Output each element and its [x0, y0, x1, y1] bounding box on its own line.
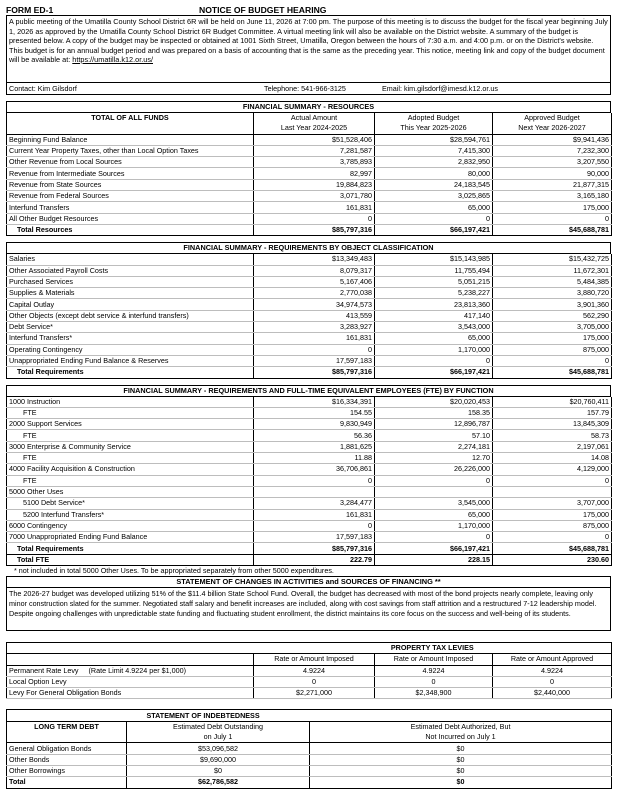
- cell-value: 4.9224: [375, 665, 493, 676]
- cell-value: 36,706,861: [254, 464, 375, 475]
- cell-value: 0: [375, 475, 493, 486]
- row-label: Current Year Property Taxes, other than Local Option Taxes: [7, 145, 254, 156]
- cell-value: 4,129,000: [493, 464, 612, 475]
- col-header: Actual Amount: [254, 113, 375, 123]
- row-label: 5200 Interfund Transfers*: [7, 509, 254, 520]
- cell-value: $15,432,725: [493, 254, 612, 265]
- col-header: Estimated Debt Authorized, But: [310, 721, 612, 732]
- resources-table: [6, 113, 612, 236]
- object-table: [6, 254, 612, 378]
- cell-value: 0: [254, 676, 375, 687]
- cell-value: 3,705,000: [493, 322, 612, 333]
- cell-value: 5,167,406: [254, 276, 375, 287]
- debt-title: STATEMENT OF INDEBTEDNESS: [127, 710, 612, 721]
- row-label: Debt Service*: [7, 322, 254, 333]
- cell-value: 161,831: [254, 333, 375, 344]
- cell-value: 0: [493, 355, 612, 366]
- notice-url[interactable]: https://umatilla.k12.or.us/: [72, 55, 153, 64]
- cell-value: 65,000: [375, 333, 493, 344]
- cell-value: 17,597,183: [254, 355, 375, 366]
- cell-value: 1,881,625: [254, 441, 375, 452]
- cell-value: 0: [254, 520, 375, 531]
- row-label: Local Option Levy: [7, 676, 254, 687]
- cell-value: $2,271,000: [254, 688, 375, 699]
- table-row: [7, 486, 612, 497]
- cell-value: 161,831: [254, 202, 375, 213]
- table-row: [7, 299, 612, 310]
- table-row: [7, 191, 612, 202]
- table-row: [7, 688, 612, 699]
- cell-value: $2,348,900: [375, 688, 493, 699]
- cell-value: $53,096,582: [127, 743, 310, 754]
- cell-value: 3,901,360: [493, 299, 612, 310]
- row-label: Other Objects (except debt service & interfund transfers): [7, 310, 254, 321]
- row-label: 5100 Debt Service*: [7, 498, 254, 509]
- cell-value: [375, 486, 493, 497]
- row-label: 6000 Contingency: [7, 520, 254, 531]
- cell-value: 3,880,720: [493, 288, 612, 299]
- cell-value: 4.9224: [493, 665, 612, 676]
- cell-value: 0: [375, 213, 493, 224]
- debt-table: [6, 709, 612, 788]
- cell-value: 0: [493, 532, 612, 543]
- cell-value: $9,941,436: [493, 134, 612, 145]
- table-row: [7, 276, 612, 287]
- cell-value: 1,170,000: [375, 344, 493, 355]
- row-label: 3000 Enterprise & Community Service: [7, 441, 254, 452]
- cell-value: 0: [254, 344, 375, 355]
- form-id: FORM ED-1: [6, 5, 54, 15]
- cell-value: $16,334,391: [254, 397, 375, 408]
- row-label: Unappropriated Ending Fund Balance & Reserves: [7, 355, 254, 366]
- cell-value: 9,830,949: [254, 419, 375, 430]
- cell-value: 875,000: [493, 520, 612, 531]
- table-row: [7, 168, 612, 179]
- table-row: [7, 665, 612, 676]
- cell-value: 65,000: [375, 202, 493, 213]
- cell-value: 17,597,183: [254, 532, 375, 543]
- cell-value: 413,559: [254, 310, 375, 321]
- col-header: on July 1: [127, 732, 310, 743]
- table-row: [7, 765, 612, 776]
- contact-phone: Telephone: 541-966-3125: [264, 84, 346, 93]
- row-label: FTE: [7, 475, 254, 486]
- cell-value: 34,974,573: [254, 299, 375, 310]
- col-header: Not Incurred on July 1: [310, 732, 612, 743]
- cell-value: $13,349,483: [254, 254, 375, 265]
- row-label: FTE: [7, 407, 254, 418]
- row-label: Salaries: [7, 254, 254, 265]
- tax-table: [6, 642, 612, 699]
- cell-value: 3,165,180: [493, 191, 612, 202]
- cell-value: 5,051,215: [375, 276, 493, 287]
- col-header: Next Year 2026-2027: [493, 123, 612, 134]
- cell-value: 11,755,494: [375, 265, 493, 276]
- cell-value: 23,813,360: [375, 299, 493, 310]
- cell-value: 0: [375, 532, 493, 543]
- cell-value: 80,000: [375, 168, 493, 179]
- col-header: Adopted Budget: [375, 113, 493, 123]
- table-row: [7, 213, 612, 224]
- row-label: 1000 Instruction: [7, 397, 254, 408]
- table-row: [7, 202, 612, 213]
- resources-label-header: TOTAL OF ALL FUNDS: [7, 113, 254, 123]
- cell-value: [493, 486, 612, 497]
- table-row: [7, 676, 612, 687]
- table-row: [7, 464, 612, 475]
- cell-value: 3,707,000: [493, 498, 612, 509]
- cell-value: $9,690,000: [127, 754, 310, 765]
- cell-value: 56.36: [254, 430, 375, 441]
- cell-value: 175,000: [493, 333, 612, 344]
- row-label: Permanent Rate Levy (Rate Limit 4.9224 per $1,000): [7, 665, 254, 676]
- cell-value: 13,845,309: [493, 419, 612, 430]
- row-label: Revenue from State Sources: [7, 179, 254, 190]
- cell-value: 26,226,000: [375, 464, 493, 475]
- cell-value: 2,274,181: [375, 441, 493, 452]
- cell-value: 161,831: [254, 509, 375, 520]
- function-total-row: Total Requirements $85,797,316 $66,197,421 $45,688,781: [7, 543, 612, 554]
- row-label: 2000 Support Services: [7, 419, 254, 430]
- cell-value: 0: [493, 475, 612, 486]
- cell-value: 2,832,950: [375, 157, 493, 168]
- table-row: [7, 134, 612, 145]
- table-row: [7, 754, 612, 765]
- table-row: [7, 520, 612, 531]
- cell-value: 3,543,000: [375, 322, 493, 333]
- col-header: Approved Budget: [493, 113, 612, 123]
- cell-value: 0: [375, 676, 493, 687]
- table-row: [7, 743, 612, 754]
- contact-row: [6, 83, 611, 95]
- row-label: FTE: [7, 430, 254, 441]
- cell-value: 3,025,865: [375, 191, 493, 202]
- function-table: [6, 397, 612, 566]
- function-fte-total-row: Total FTE 222.79 228.15 230.60: [7, 554, 612, 565]
- row-label: All Other Budget Resources: [7, 213, 254, 224]
- table-row: [7, 532, 612, 543]
- cell-value: 1,170,000: [375, 520, 493, 531]
- cell-value: $2,440,000: [493, 688, 612, 699]
- function-title: FINANCIAL SUMMARY - REQUIREMENTS AND FULL-TIME EQUIVALENT EMPLOYEES (FTE) BY FUNCTION: [6, 385, 611, 397]
- row-label: Other Borrowings: [7, 765, 127, 776]
- cell-value: 417,140: [375, 310, 493, 321]
- cell-value: 21,877,315: [493, 179, 612, 190]
- cell-value: 3,071,780: [254, 191, 375, 202]
- changes-text: The 2026-27 budget was developed utilizing 51% of the $11.4 billion State School Fund. Overall, the budget has decreased with most of the bond projects nearly complete, leaving only minor construction slated for the summer. Negotiated staff salary and benefit increases are included, along with cost savings from staff attrition and a restructured 7-12 leadership model. Despite ongoing challenges with unpredictable state funding and fluctuating student enrollment, the district maintains its core focus on the success and well-being of its students.: [6, 588, 611, 631]
- debt-total-row: Total $62,786,582 $0: [7, 777, 612, 788]
- table-row: [7, 310, 612, 321]
- cell-value: $0: [310, 754, 612, 765]
- col-header: Rate or Amount Approved: [493, 654, 612, 665]
- table-row: [7, 407, 612, 418]
- cell-value: $15,143,985: [375, 254, 493, 265]
- row-label: Levy For General Obligation Bonds: [7, 688, 254, 699]
- table-row: [7, 157, 612, 168]
- col-header: Last Year 2024-2025: [254, 123, 375, 134]
- cell-value: $28,594,761: [375, 134, 493, 145]
- cell-value: 3,545,000: [375, 498, 493, 509]
- cell-value: 58.73: [493, 430, 612, 441]
- row-label: General Obligation Bonds: [7, 743, 127, 754]
- row-label: Other Associated Payroll Costs: [7, 265, 254, 276]
- cell-value: 158.35: [375, 407, 493, 418]
- cell-value: 5,484,385: [493, 276, 612, 287]
- col-header: This Year 2025-2026: [375, 123, 493, 134]
- cell-value: 7,415,300: [375, 145, 493, 156]
- hearing-notice: [6, 15, 611, 83]
- cell-value: 82,997: [254, 168, 375, 179]
- row-label: Revenue from Intermediate Sources: [7, 168, 254, 179]
- row-label: Other Revenue from Local Sources: [7, 157, 254, 168]
- cell-value: 24,183,545: [375, 179, 493, 190]
- row-label: Capital Outlay: [7, 299, 254, 310]
- table-row: [7, 145, 612, 156]
- table-row: [7, 430, 612, 441]
- table-row: [7, 498, 612, 509]
- row-label: Operating Contingency: [7, 344, 254, 355]
- cell-value: 8,079,317: [254, 265, 375, 276]
- table-row: [7, 397, 612, 408]
- cell-value: 11.88: [254, 453, 375, 464]
- cell-value: $51,528,406: [254, 134, 375, 145]
- cell-value: 19,884,823: [254, 179, 375, 190]
- cell-value: 0: [254, 213, 375, 224]
- table-row: [7, 509, 612, 520]
- cell-value: 2,770,038: [254, 288, 375, 299]
- contact-email: Email: kim.gilsdorf@imesd.k12.or.us: [382, 84, 498, 93]
- cell-value: 12,896,787: [375, 419, 493, 430]
- budget-notice-form: [6, 0, 611, 789]
- footnote: * not included in total 5000 Other Uses. To be appropriated separately from other 5000 expenditures.: [14, 565, 334, 575]
- cell-value: [254, 486, 375, 497]
- cell-value: 3,207,550: [493, 157, 612, 168]
- debt-label-header: LONG TERM DEBT: [7, 721, 127, 732]
- cell-value: 7,281,587: [254, 145, 375, 156]
- table-row: [7, 419, 612, 430]
- cell-value: 3,283,927: [254, 322, 375, 333]
- cell-value: $0: [310, 743, 612, 754]
- cell-value: 65,000: [375, 509, 493, 520]
- table-row: [7, 179, 612, 190]
- table-row: [7, 333, 612, 344]
- changes-title: STATEMENT OF CHANGES IN ACTIVITIES and SOURCES OF FINANCING **: [6, 576, 611, 588]
- cell-value: 0: [493, 676, 612, 687]
- row-label: FTE: [7, 453, 254, 464]
- cell-value: 2,197,061: [493, 441, 612, 452]
- cell-value: 3,785,893: [254, 157, 375, 168]
- cell-value: 12.70: [375, 453, 493, 464]
- resources-title: FINANCIAL SUMMARY - RESOURCES: [6, 101, 611, 113]
- row-label: Purchased Services: [7, 276, 254, 287]
- row-sublabel: (Rate Limit 4.9224 per $1,000): [88, 665, 187, 675]
- cell-value: 0: [375, 355, 493, 366]
- tax-title: PROPERTY TAX LEVIES: [254, 642, 612, 653]
- table-row: [7, 453, 612, 464]
- cell-value: 175,000: [493, 509, 612, 520]
- row-label: Supplies & Materials: [7, 288, 254, 299]
- cell-value: 0: [254, 475, 375, 486]
- cell-value: 11,672,301: [493, 265, 612, 276]
- table-row: [7, 265, 612, 276]
- cell-value: $0: [310, 765, 612, 776]
- form-header: [6, 3, 611, 15]
- cell-value: 3,284,477: [254, 498, 375, 509]
- cell-value: $20,020,453: [375, 397, 493, 408]
- col-header: Rate or Amount Imposed: [375, 654, 493, 665]
- cell-value: 154.55: [254, 407, 375, 418]
- form-title: NOTICE OF BUDGET HEARING: [199, 5, 327, 15]
- cell-value: 7,232,300: [493, 145, 612, 156]
- col-header: Rate or Amount Imposed: [254, 654, 375, 665]
- cell-value: 57.10: [375, 430, 493, 441]
- row-label: Revenue from Federal Sources: [7, 191, 254, 202]
- table-row: [7, 355, 612, 366]
- cell-value: 14.08: [493, 453, 612, 464]
- table-row: [7, 344, 612, 355]
- object-total-row: Total Requirements $85,797,316 $66,197,421 $45,688,781: [7, 367, 612, 378]
- row-label: 4000 Facility Acquisition & Construction: [7, 464, 254, 475]
- row-label: 5000 Other Uses: [7, 486, 254, 497]
- table-row: [7, 322, 612, 333]
- cell-value: 875,000: [493, 344, 612, 355]
- table-row: [7, 475, 612, 486]
- cell-value: 90,000: [493, 168, 612, 179]
- cell-value: 4.9224: [254, 665, 375, 676]
- cell-value: 0: [493, 213, 612, 224]
- cell-value: 562,290: [493, 310, 612, 321]
- contact-name: Contact: Kim Gilsdorf: [9, 84, 77, 93]
- table-row: [7, 254, 612, 265]
- object-title: FINANCIAL SUMMARY - REQUIREMENTS BY OBJECT CLASSIFICATION: [6, 242, 611, 254]
- cell-value: $0: [127, 765, 310, 776]
- row-label: Beginning Fund Balance: [7, 134, 254, 145]
- cell-value: 157.79: [493, 407, 612, 418]
- col-header: Estimated Debt Outstanding: [127, 721, 310, 732]
- cell-value: 5,238,227: [375, 288, 493, 299]
- cell-value: 175,000: [493, 202, 612, 213]
- cell-value: $20,760,411: [493, 397, 612, 408]
- table-row: [7, 441, 612, 452]
- row-label: 7000 Unappropriated Ending Fund Balance: [7, 532, 254, 543]
- resources-total-row: Total Resources $85,797,316 $66,197,421 $45,688,781: [7, 224, 612, 235]
- row-label: Interfund Transfers: [7, 202, 254, 213]
- notice-text: A public meeting of the Umatilla County School District 6R will be held on June 11, 2026 at 7:00 pm. The purpose of this meeting is to discuss the budget for the fiscal year beginning July 1, 2026 as approved by the Umatilla County School District 6R Budget Committee. A virtual meeting link will also be available on the District website. A summary of the budget is presented below. A copy of the budget may be inspected or obtained at 1001 Sixth Street, Umatilla, Oregon between the hours of 7:30 a.m. and 4:00 p.m. or on the District's website. This budget is for an annual budget period and was prepared on a basis of accounting that is the same as the preceding year. This notice, meeting link and copy of the budget document will be available at:: [9, 17, 608, 64]
- row-label: Other Bonds: [7, 754, 127, 765]
- table-row: [7, 288, 612, 299]
- row-label: Interfund Transfers*: [7, 333, 254, 344]
